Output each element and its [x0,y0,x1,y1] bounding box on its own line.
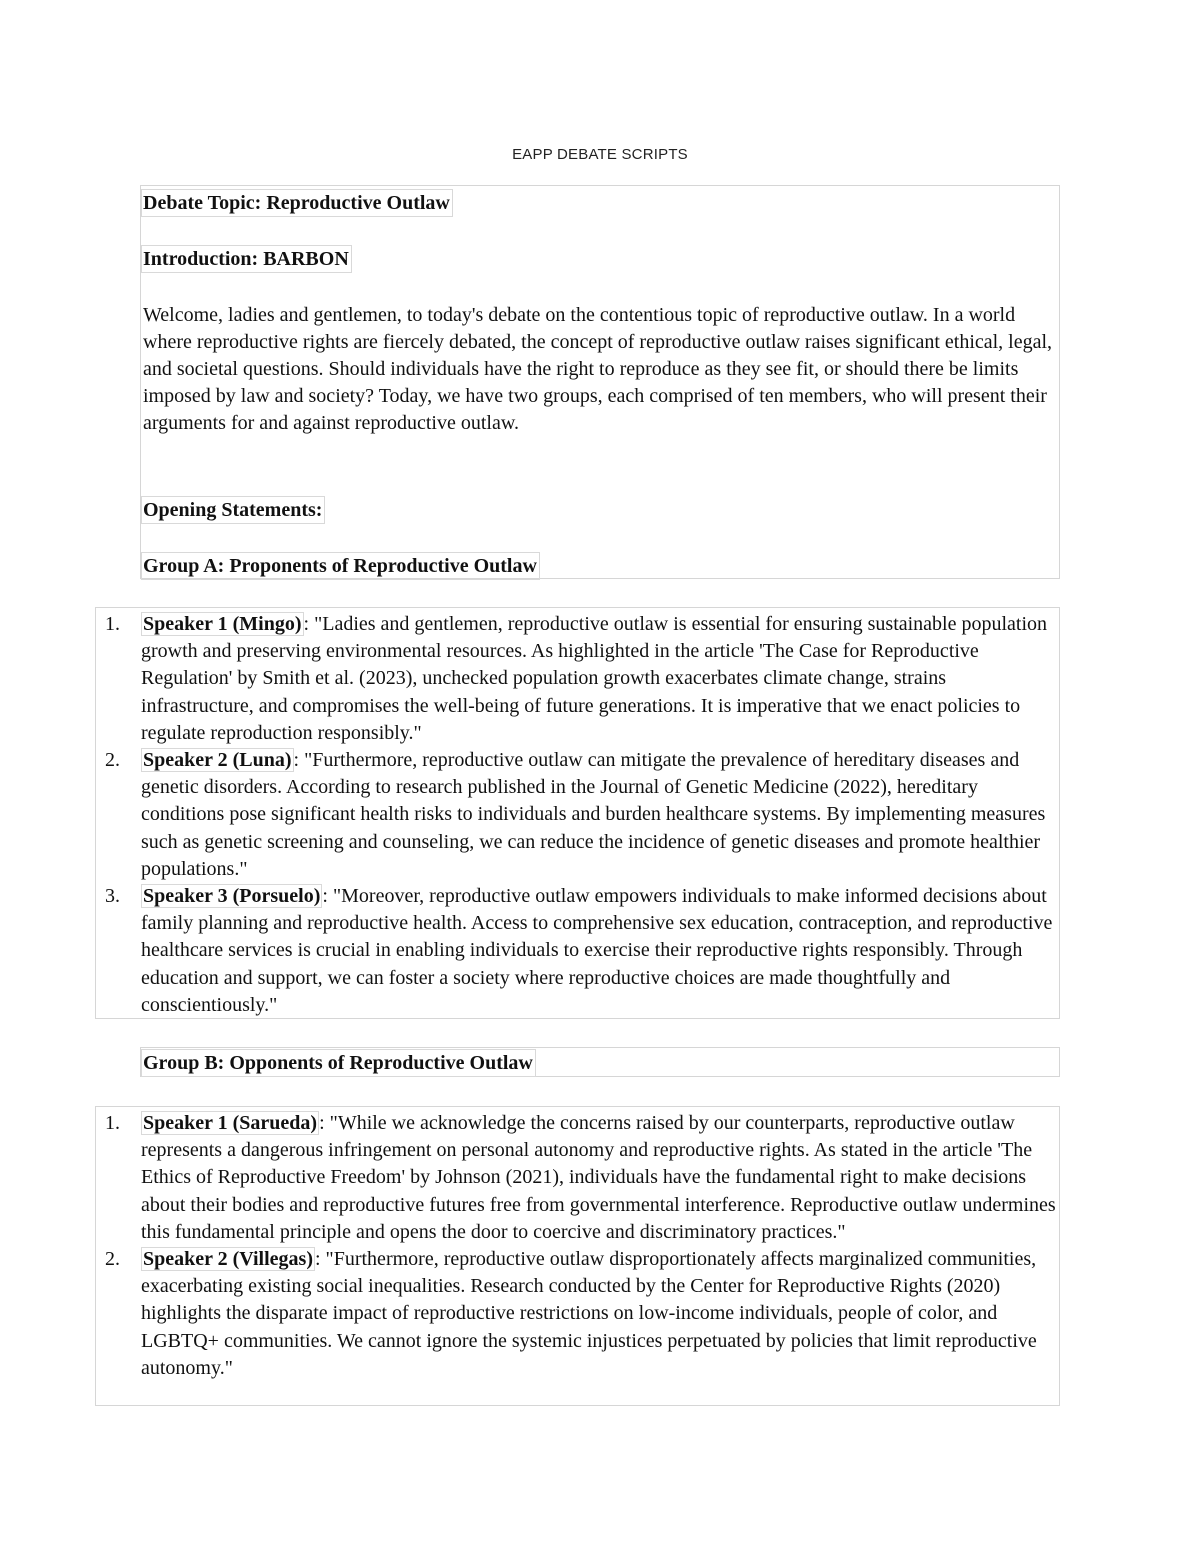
introduction-paragraph: Welcome, ladies and gentlemen, to today's debate on the contentious topic of reproductive outlaw. In a world where reproductive rights are fiercely debated, the concept of reproductive outlaw raises significant ethical, legal, and societal questions. Should individuals have the right to reproduce as they see fit, or should there be limits imposed by law and society? Today, we have two groups, each comprised of ten members, who will present their arguments for and against reproductive outlaw. [143,304,1053,434]
debate-topic-heading: Debate Topic: Reproductive Outlaw [141,189,453,217]
list-item [96,747,1059,883]
group-b-heading-box [140,1047,1060,1077]
list-item [96,1110,1059,1246]
speaker-statement: : "Ladies and gentlemen, reproductive outlaw is essential for ensuring sustainable population growth and preserving environmental resources. As highlighted in the article 'The Case for Reproductive Regulation' by Smith et al. (2023), unchecked population growth exacerbates climate change, strains infrastructure, and compromises the well-being of future generations. It is imperative that we enact policies to regulate reproduction responsibly." [141,613,1048,744]
opening-statements-heading: Opening Statements: [141,496,325,524]
group-a-speakers [95,607,1060,1019]
list-item [96,1246,1059,1382]
speaker-name: Speaker 3 (Porsuelo) [143,885,321,908]
list-number: 1. [105,1112,120,1134]
list-item [96,611,1059,747]
list-number: 3. [105,885,120,908]
speaker-statement: : "While we acknowledge the concerns raised by our counterparts, reproductive outlaw represents a dangerous infringement on personal autonomy and reproductive rights. As stated in the article 'The Ethics of Reproductive Freedom' by Johnson (2021), individuals have the fundamental right to make decisions about their bodies and reproductive futures free from governmental interference. Reproductive outlaw undermines this fundamental principle and opens the door to coercive and discriminatory practices." [141,1112,1056,1243]
list-number: 2. [105,749,120,772]
speaker-statement: : "Furthermore, reproductive outlaw disproportionately affects marginalized communities, exacerbating existing social inequalities. Research conducted by the Center for Reproductive Rights (2020) highlights the disparate impact of reproductive restrictions on low-income individuals, people of color, and LGBTQ+ communities. We cannot ignore the systemic injustices perpetuated by policies that limit reproductive autonomy." [141,1248,1037,1379]
introduction-heading: Introduction: BARBON [141,245,352,273]
document-title: EAPP DEBATE SCRIPTS [512,146,688,163]
speaker-statement: : "Furthermore, reproductive outlaw can mitigate the prevalence of hereditary diseases and genetic disorders. According to research published in the Journal of Genetic Medicine (2022), hereditary conditions pose significant health risks to individuals and burden healthcare systems. By implementing measures such as genetic screening and counseling, we can reduce the incidence of genetic diseases and promote healthier populations." [141,749,1046,880]
group-b-speakers [95,1106,1060,1406]
introduction-section [140,185,1060,579]
group-a-heading: Group A: Proponents of Reproductive Outlaw [141,552,540,580]
list-number: 1. [105,613,120,635]
list-number: 2. [105,1248,120,1271]
speaker-name: Speaker 2 (Villegas) [143,1248,313,1271]
speaker-name: Speaker 2 (Luna) [143,749,292,772]
list-item [96,883,1059,1019]
speaker-name: Speaker 1 (Sarueda) [143,1112,318,1134]
speaker-name: Speaker 1 (Mingo) [143,613,302,635]
speaker-statement: : "Moreover, reproductive outlaw empowers individuals to make informed decisions about family planning and reproductive health. Access to comprehensive sex education, contraception, and reproductive healthcare services is crucial in enabling individuals to exercise their reproductive rights responsibly. Through education and support, we can foster a society where reproductive choices are made thoughtfully and conscientiously." [141,885,1053,1016]
group-b-heading: Group B: Opponents of Reproductive Outlaw [141,1049,536,1077]
